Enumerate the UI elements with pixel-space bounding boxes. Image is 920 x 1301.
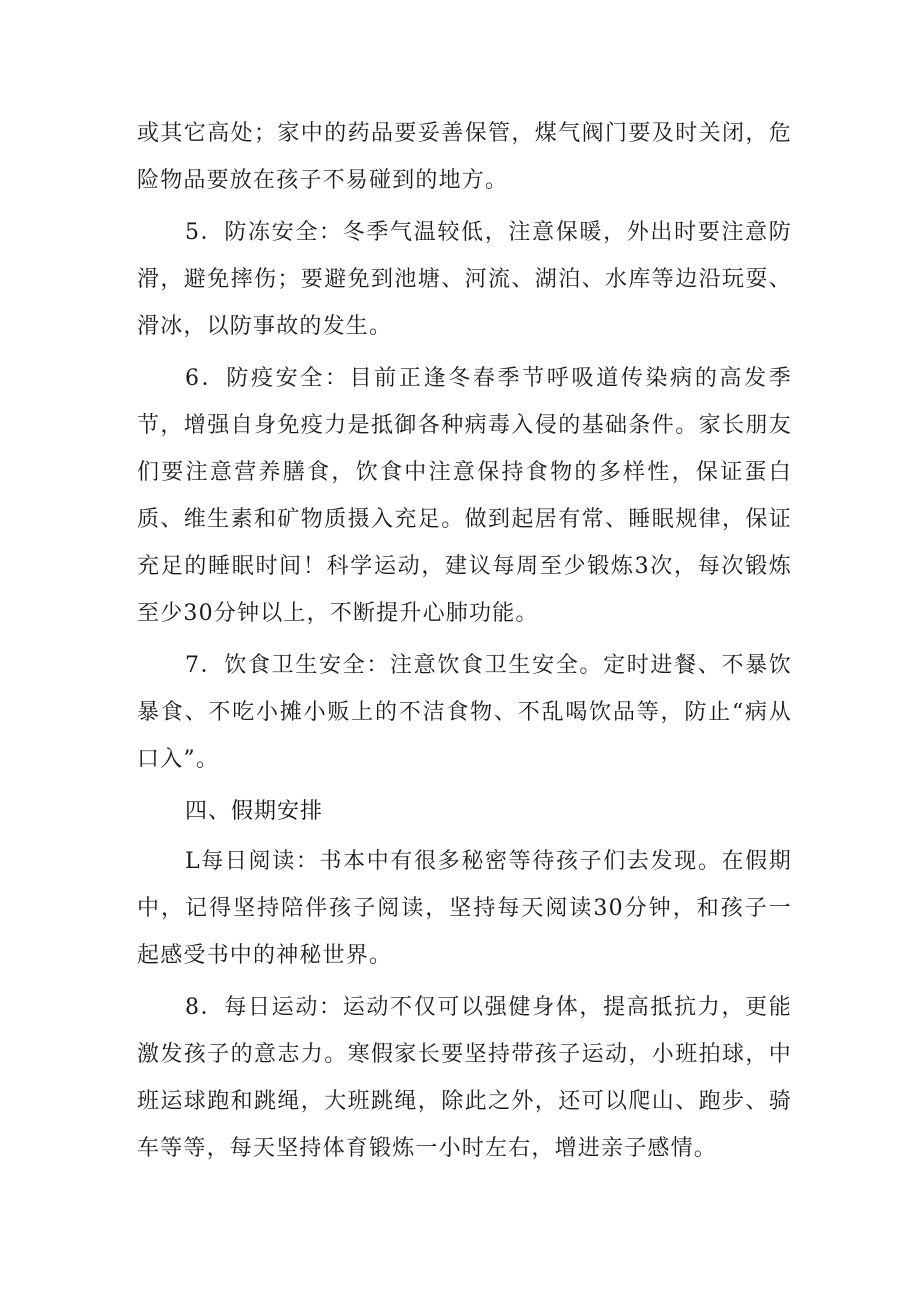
- document-body: [137, 110, 792, 1177]
- paragraph-epidemic-safety: 6．防疫安全：目前正逢冬春季节呼吸道传染病的高发季节，增强自身免疫力是抵御各种病毒入侵的基础条件。家长朋友们要注意营养膳食，饮食中注意保持食物的多样性，保证蛋白质、维生素和矿物质摄入充足。做到起居有常、睡眠规律，保证充足的睡眠时间！科学运动，建议每周至少锻炼3次，每次锻炼至少30分钟以上，不断提升心肺功能。: [137, 366, 792, 626]
- paragraph-daily-reading: L每日阅读：书本中有很多秘密等待孩子们去发现。在假期中，记得坚持陪伴孩子阅读，坚持每天阅读30分钟，和孩子一起感受书中的神秘世界。: [137, 849, 792, 968]
- paragraph-daily-exercise: 8．每日运动：运动不仅可以强健身体，提高抵抗力，更能激发孩子的意志力。寒假家长要坚持带孩子运动，小班拍球，中班运球跑和跳绳，大班跳绳，除此之外，还可以爬山、跑步、骑车等等，每天坚持体育锻炼一小时左右，增进亲子感情。: [137, 995, 792, 1161]
- paragraph-continuation: 或其它高处；家中的药品要妥善保管，煤气阀门要及时关闭，危险物品要放在孩子不易碰到的地方。: [137, 121, 792, 193]
- paragraph-food-hygiene: 7．饮食卫生安全：注意饮食卫生安全。定时进餐、不暴饮暴食、不吃小摊小贩上的不洁食物、不乱喝饮品等，防止“病从口入”。: [137, 653, 792, 772]
- section-heading: 四、假期安排: [185, 799, 324, 824]
- paragraph-frost-safety: 5．防冻安全：冬季气温较低，注意保暖，外出时要注意防滑，避免摔伤；要避免到池塘、河流、湖泊、水库等边沿玩耍、滑冰，以防事故的发生。: [137, 220, 792, 339]
